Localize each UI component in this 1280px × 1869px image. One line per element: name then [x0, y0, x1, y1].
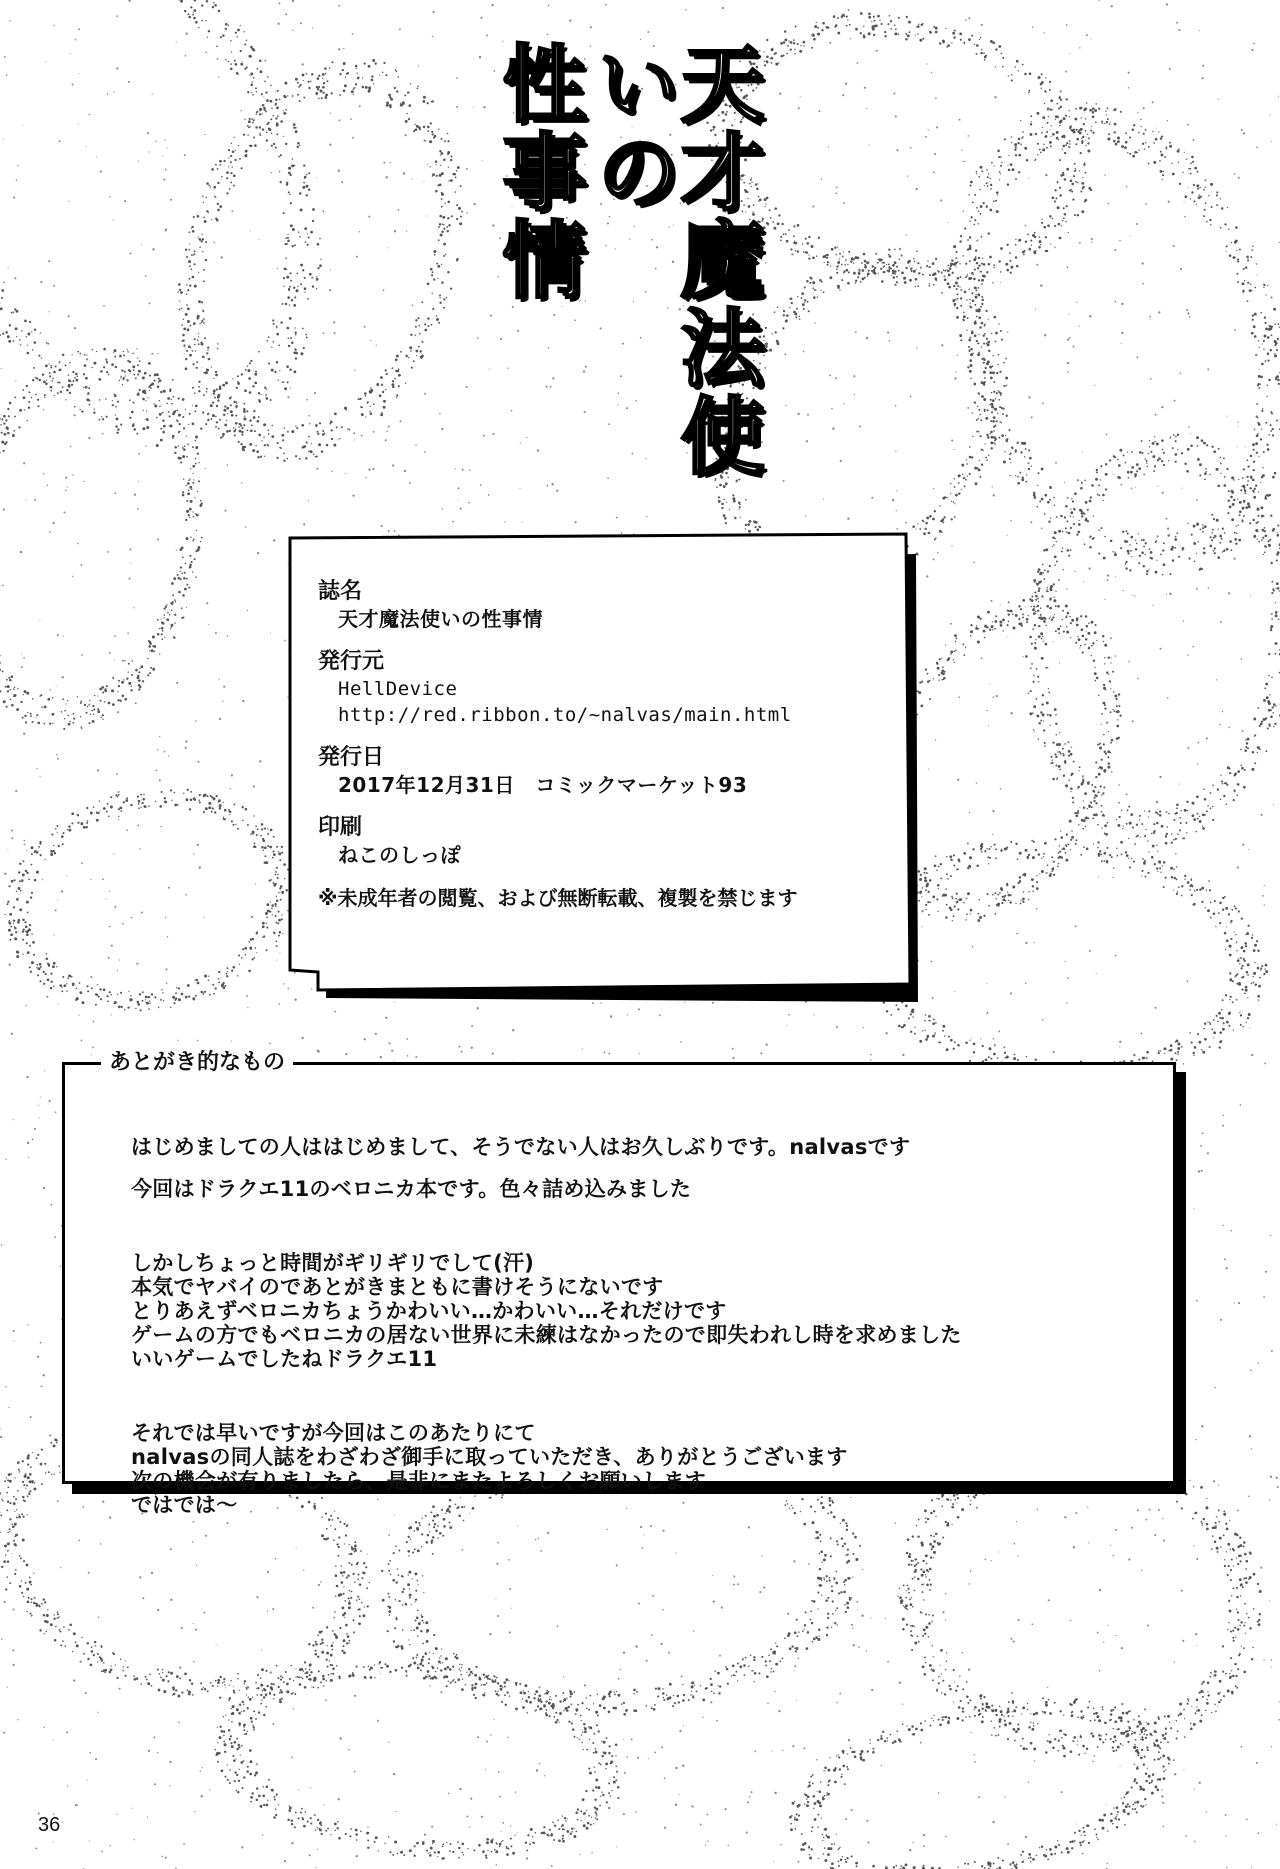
afterword-line: 今回はドラクエ11のベロニカ本です。色々詰め込みました — [131, 1177, 692, 1201]
page-title — [489, 40, 766, 520]
afterword-line: はじめましての人ははじめまして、そうでない人はお久しぶりです。nalvasです — [131, 1135, 911, 1159]
afterword-line: それでは早いですが今回はこのあたりにて — [131, 1421, 536, 1445]
afterword-line: とりあえずベロニカちょうかわいい…かわいい…それだけです — [131, 1299, 727, 1323]
title-column-1: 天才魔法使いの — [583, 40, 766, 480]
entry-label: 誌名 — [318, 579, 363, 604]
copyright-notice: ※未成年者の閲覧、および無断転載、複製を禁じます — [318, 886, 798, 910]
entry-value: ねこのしっぽ — [338, 843, 461, 867]
afterword-line: 次の機会が有りましたら、是非にまたよろしくお願いします — [131, 1469, 707, 1493]
afterword-body — [131, 1135, 1143, 1517]
afterword-box — [62, 1050, 1176, 1517]
afterword-line: しかしちょっと時間がギリギリでして(汗) — [131, 1251, 535, 1275]
colophon-entry-printer — [318, 814, 898, 868]
afterword-line: nalvasの同人誌をわざわざ御手に取っていただき、ありがとうございます — [131, 1445, 848, 1469]
entry-value: 2017年12月31日 コミックマーケット93 — [338, 773, 748, 797]
afterword-heading: あとがき的なもの — [101, 1048, 293, 1078]
entry-value: 天才魔法使いの性事情 — [338, 607, 543, 631]
afterword-line: 本気でヤバイのであとがきまともに書けそうにないです — [131, 1275, 664, 1299]
colophon-box — [288, 532, 918, 1004]
afterword-line: ゲームの方でもベロニカの居ない世界に未練はなかったので即失われし時を求めました — [131, 1323, 962, 1347]
publisher-url: http://red.ribbon.to/~nalvas/main.html — [338, 704, 792, 726]
entry-label: 発行元 — [318, 649, 385, 674]
colophon-entry-publisher — [318, 648, 898, 728]
page-number: 36 — [38, 1814, 61, 1836]
colophon-entry-title — [318, 578, 898, 632]
colophon-entry-date — [318, 744, 898, 798]
title-column-2: 性事情 — [489, 40, 588, 304]
entry-label: 発行日 — [318, 745, 385, 770]
afterword-line: いいゲームでしたねドラクエ11 — [131, 1347, 438, 1371]
afterword-line: ではでは～ — [131, 1493, 238, 1517]
entry-label: 印刷 — [318, 815, 363, 840]
publisher-name: HellDevice — [338, 678, 458, 700]
